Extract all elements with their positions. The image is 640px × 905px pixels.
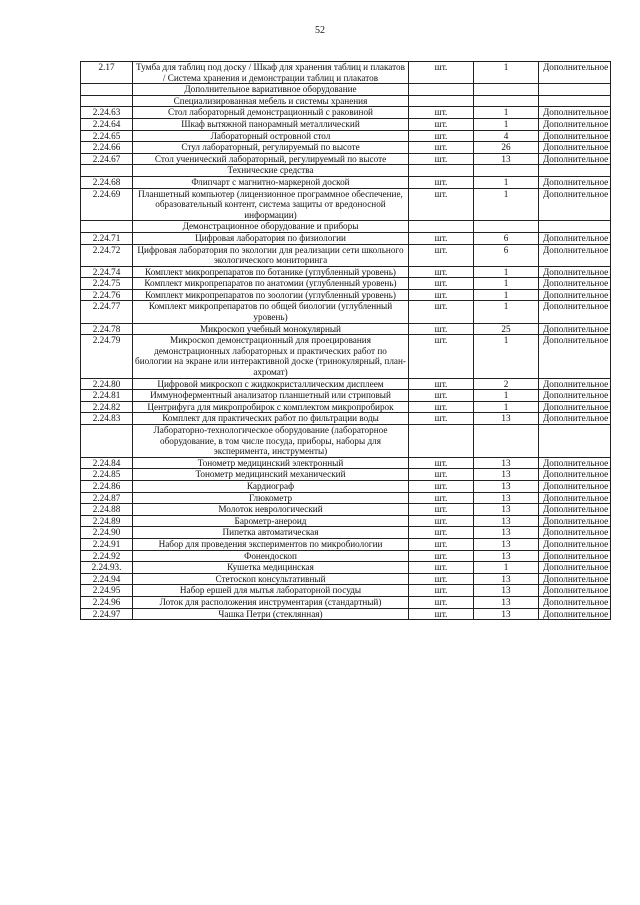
section-empty-cell [539, 425, 611, 458]
item-number: 2.24.96 [81, 596, 133, 608]
item-number: 2.24.71 [81, 232, 133, 244]
section-title: Технические средства [133, 165, 409, 177]
item-unit: шт. [409, 176, 474, 188]
item-quantity: 1 [474, 107, 539, 119]
table-row [81, 244, 611, 266]
section-empty-cell [409, 221, 474, 233]
item-number: 2.24.92 [81, 550, 133, 562]
table-row [81, 596, 611, 608]
item-note: Дополнительное [539, 153, 611, 165]
item-unit: шт. [409, 153, 474, 165]
section-empty-cell [474, 165, 539, 177]
item-number: 2.24.80 [81, 378, 133, 390]
item-unit: шт. [409, 608, 474, 620]
item-number: 2.24.74 [81, 266, 133, 278]
section-empty-cell [81, 425, 133, 458]
item-quantity: 13 [474, 573, 539, 585]
item-note: Дополнительное [539, 323, 611, 335]
item-quantity: 1 [474, 278, 539, 290]
item-quantity: 1 [474, 266, 539, 278]
item-name: Тонометр медицинский механический [133, 469, 409, 481]
item-note: Дополнительное [539, 492, 611, 504]
item-number: 2.24.83 [81, 413, 133, 425]
item-name: Кардиограф [133, 480, 409, 492]
item-quantity: 1 [474, 176, 539, 188]
section-empty-cell [409, 84, 474, 96]
table-row [81, 457, 611, 469]
item-name: Барометр-анероид [133, 515, 409, 527]
item-quantity: 1 [474, 390, 539, 402]
item-quantity: 6 [474, 244, 539, 266]
table-row [81, 266, 611, 278]
item-number: 2.24.93. [81, 562, 133, 574]
item-quantity: 1 [474, 118, 539, 130]
item-unit: шт. [409, 401, 474, 413]
item-unit: шт. [409, 480, 474, 492]
item-unit: шт. [409, 62, 474, 84]
section-title: Дополнительное вариативное оборудование [133, 84, 409, 96]
table-row [81, 130, 611, 142]
table-row [81, 232, 611, 244]
item-number: 2.24.94 [81, 573, 133, 585]
item-note: Дополнительное [539, 118, 611, 130]
item-number: 2.24.64 [81, 118, 133, 130]
item-unit: шт. [409, 504, 474, 516]
table-row [81, 378, 611, 390]
item-unit: шт. [409, 585, 474, 597]
item-name: Планшетный компьютер (лицензионное программное обеспечение, образовательный контент, система защиты от вредоносной информации) [133, 188, 409, 221]
section-empty-cell [539, 165, 611, 177]
item-note: Дополнительное [539, 550, 611, 562]
item-note: Дополнительное [539, 62, 611, 84]
item-name: Центрифуга для микропробирок с комплектом микропробирок [133, 401, 409, 413]
equipment-table-body [81, 62, 611, 620]
table-row [81, 278, 611, 290]
item-name: Микроскоп демонстрационный для проецирования демонстрационных лабораторных и практических работ по биологии на экране или интерактивной доске (тринокулярный, план-ахромат) [133, 335, 409, 378]
item-unit: шт. [409, 301, 474, 323]
item-number: 2.24.77 [81, 301, 133, 323]
item-number: 2.24.67 [81, 153, 133, 165]
section-empty-cell [474, 95, 539, 107]
item-name: Комплект микропрепаратов по общей биологии (углубленный уровень) [133, 301, 409, 323]
item-quantity: 13 [474, 469, 539, 481]
item-number: 2.24.89 [81, 515, 133, 527]
item-unit: шт. [409, 118, 474, 130]
section-title: Лабораторно-технологическое оборудование (лабораторное оборудование, в том числе посуда, приборы, наборы для эксперимента, инструменты) [133, 425, 409, 458]
item-number: 2.24.79 [81, 335, 133, 378]
item-number: 2.24.65 [81, 130, 133, 142]
item-unit: шт. [409, 413, 474, 425]
item-note: Дополнительное [539, 130, 611, 142]
item-unit: шт. [409, 596, 474, 608]
item-quantity: 1 [474, 289, 539, 301]
item-number: 2.24.78 [81, 323, 133, 335]
table-row [81, 492, 611, 504]
section-row [81, 84, 611, 96]
table-row [81, 401, 611, 413]
item-quantity: 13 [474, 596, 539, 608]
item-number: 2.24.75 [81, 278, 133, 290]
table-row [81, 323, 611, 335]
item-unit: шт. [409, 142, 474, 154]
item-quantity: 1 [474, 401, 539, 413]
item-unit: шт. [409, 515, 474, 527]
item-quantity: 25 [474, 323, 539, 335]
item-unit: шт. [409, 573, 474, 585]
item-note: Дополнительное [539, 573, 611, 585]
item-quantity: 13 [474, 504, 539, 516]
item-name: Стул лабораторный, регулируемый по высоте [133, 142, 409, 154]
item-note: Дополнительное [539, 401, 611, 413]
item-note: Дополнительное [539, 378, 611, 390]
item-unit: шт. [409, 232, 474, 244]
item-unit: шт. [409, 538, 474, 550]
table-row [81, 390, 611, 402]
item-unit: шт. [409, 323, 474, 335]
item-name: Стетоскоп консультативный [133, 573, 409, 585]
item-unit: шт. [409, 492, 474, 504]
item-name: Кушетка медицинская [133, 562, 409, 574]
item-unit: шт. [409, 550, 474, 562]
section-empty-cell [539, 221, 611, 233]
item-name: Лоток для расположения инструментария (стандартный) [133, 596, 409, 608]
item-unit: шт. [409, 335, 474, 378]
table-row [81, 562, 611, 574]
item-quantity: 13 [474, 527, 539, 539]
section-empty-cell [81, 165, 133, 177]
item-number: 2.24.81 [81, 390, 133, 402]
item-name: Комплект микропрепаратов по ботанике (углубленный уровень) [133, 266, 409, 278]
item-unit: шт. [409, 378, 474, 390]
section-empty-cell [539, 95, 611, 107]
item-number: 2.24.72 [81, 244, 133, 266]
item-unit: шт. [409, 527, 474, 539]
item-name: Чашка Петри (стеклянная) [133, 608, 409, 620]
table-row [81, 188, 611, 221]
table-row [81, 469, 611, 481]
item-number: 2.24.97 [81, 608, 133, 620]
item-name: Микроскоп учебный монокулярный [133, 323, 409, 335]
section-empty-cell [474, 425, 539, 458]
item-unit: шт. [409, 130, 474, 142]
table-row [81, 176, 611, 188]
item-number: 2.24.66 [81, 142, 133, 154]
item-note: Дополнительное [539, 585, 611, 597]
section-title: Специализированная мебель и системы хранения [133, 95, 409, 107]
item-note: Дополнительное [539, 504, 611, 516]
item-quantity: 26 [474, 142, 539, 154]
section-empty-cell [409, 165, 474, 177]
item-unit: шт. [409, 562, 474, 574]
item-note: Дополнительное [539, 232, 611, 244]
item-note: Дополнительное [539, 390, 611, 402]
section-row [81, 221, 611, 233]
item-note: Дополнительное [539, 335, 611, 378]
table-row [81, 413, 611, 425]
item-note: Дополнительное [539, 413, 611, 425]
item-quantity: 13 [474, 538, 539, 550]
item-note: Дополнительное [539, 608, 611, 620]
section-empty-cell [539, 84, 611, 96]
item-name: Глюкометр [133, 492, 409, 504]
section-row [81, 165, 611, 177]
item-number: 2.24.84 [81, 457, 133, 469]
item-name: Иммуноферментный анализатор планшетный или стриповый [133, 390, 409, 402]
section-title: Демонстрационное оборудование и приборы [133, 221, 409, 233]
item-quantity: 1 [474, 188, 539, 221]
item-quantity: 13 [474, 457, 539, 469]
item-unit: шт. [409, 469, 474, 481]
item-quantity: 13 [474, 550, 539, 562]
item-name: Шкаф вытяжной панорамный металлический [133, 118, 409, 130]
item-quantity: 1 [474, 335, 539, 378]
item-note: Дополнительное [539, 289, 611, 301]
item-name: Стол ученический лабораторный, регулируемый по высоте [133, 153, 409, 165]
table-row [81, 153, 611, 165]
table-row [81, 573, 611, 585]
table-row [81, 515, 611, 527]
item-quantity: 6 [474, 232, 539, 244]
item-note: Дополнительное [539, 538, 611, 550]
item-name: Фонендоскоп [133, 550, 409, 562]
item-name: Цифровая лаборатория по экологии для реализации сети школьного экологического мониторинга [133, 244, 409, 266]
item-name: Стол лабораторный демонстрационный с раковиной [133, 107, 409, 119]
item-name: Лабораторный островной стол [133, 130, 409, 142]
item-quantity: 13 [474, 480, 539, 492]
item-note: Дополнительное [539, 107, 611, 119]
item-quantity: 13 [474, 585, 539, 597]
item-quantity: 13 [474, 515, 539, 527]
table-row [81, 142, 611, 154]
item-unit: шт. [409, 244, 474, 266]
table-row [81, 107, 611, 119]
item-number: 2.24.95 [81, 585, 133, 597]
item-name: Набор ершей для мытья лабораторной посуды [133, 585, 409, 597]
section-empty-cell [81, 221, 133, 233]
section-empty-cell [474, 84, 539, 96]
table-row [81, 289, 611, 301]
item-unit: шт. [409, 107, 474, 119]
item-name: Комплект микропрепаратов по зоологии (углубленный уровень) [133, 289, 409, 301]
item-unit: шт. [409, 278, 474, 290]
item-number: 2.24.68 [81, 176, 133, 188]
item-name: Набор для проведения экспериментов по микробиологии [133, 538, 409, 550]
item-unit: шт. [409, 289, 474, 301]
table-row [81, 538, 611, 550]
item-unit: шт. [409, 188, 474, 221]
table-row [81, 480, 611, 492]
item-name: Тумба для таблиц под доску / Шкаф для хранения таблиц и плакатов / Система хранения и демонстрации таблиц и плакатов [133, 62, 409, 84]
item-quantity: 1 [474, 301, 539, 323]
item-note: Дополнительное [539, 515, 611, 527]
item-quantity: 13 [474, 608, 539, 620]
table-row [81, 527, 611, 539]
item-name: Пипетка автоматическая [133, 527, 409, 539]
section-empty-cell [409, 95, 474, 107]
item-quantity: 2 [474, 378, 539, 390]
section-empty-cell [409, 425, 474, 458]
section-row [81, 425, 611, 458]
item-number: 2.24.87 [81, 492, 133, 504]
item-name: Цифровой микроскоп с жидкокристаллическим дисплеем [133, 378, 409, 390]
table-row [81, 118, 611, 130]
equipment-table [80, 61, 611, 620]
item-quantity: 13 [474, 492, 539, 504]
item-name: Комплект для практических работ по фильтрации воды [133, 413, 409, 425]
item-note: Дополнительное [539, 244, 611, 266]
item-note: Дополнительное [539, 562, 611, 574]
section-empty-cell [81, 84, 133, 96]
section-row [81, 95, 611, 107]
item-unit: шт. [409, 266, 474, 278]
table-row [81, 585, 611, 597]
item-name: Флипчарт с магнитно-маркерной доской [133, 176, 409, 188]
item-number: 2.24.85 [81, 469, 133, 481]
item-name: Тонометр медицинский электронный [133, 457, 409, 469]
item-note: Дополнительное [539, 527, 611, 539]
item-number: 2.17 [81, 62, 133, 84]
item-number: 2.24.69 [81, 188, 133, 221]
table-row [81, 335, 611, 378]
item-note: Дополнительное [539, 301, 611, 323]
item-note: Дополнительное [539, 188, 611, 221]
item-number: 2.24.86 [81, 480, 133, 492]
table-row [81, 550, 611, 562]
section-empty-cell [81, 95, 133, 107]
item-quantity: 4 [474, 130, 539, 142]
item-name: Цифровая лаборатория по физиологии [133, 232, 409, 244]
item-note: Дополнительное [539, 266, 611, 278]
item-note: Дополнительное [539, 469, 611, 481]
item-quantity: 1 [474, 62, 539, 84]
item-number: 2.24.82 [81, 401, 133, 413]
item-unit: шт. [409, 457, 474, 469]
item-note: Дополнительное [539, 480, 611, 492]
item-number: 2.24.88 [81, 504, 133, 516]
table-row [81, 504, 611, 516]
table-row [81, 608, 611, 620]
item-name: Молоток неврологический [133, 504, 409, 516]
item-number: 2.24.63 [81, 107, 133, 119]
section-empty-cell [474, 221, 539, 233]
item-note: Дополнительное [539, 596, 611, 608]
item-number: 2.24.91 [81, 538, 133, 550]
item-quantity: 13 [474, 413, 539, 425]
page-number: 52 [315, 25, 325, 36]
item-name: Комплект микропрепаратов по анатомии (углубленный уровень) [133, 278, 409, 290]
item-quantity: 1 [474, 562, 539, 574]
item-note: Дополнительное [539, 457, 611, 469]
item-note: Дополнительное [539, 142, 611, 154]
item-number: 2.24.76 [81, 289, 133, 301]
item-quantity: 13 [474, 153, 539, 165]
item-note: Дополнительное [539, 278, 611, 290]
item-number: 2.24.90 [81, 527, 133, 539]
table-row [81, 62, 611, 84]
item-note: Дополнительное [539, 176, 611, 188]
table-row [81, 301, 611, 323]
item-unit: шт. [409, 390, 474, 402]
